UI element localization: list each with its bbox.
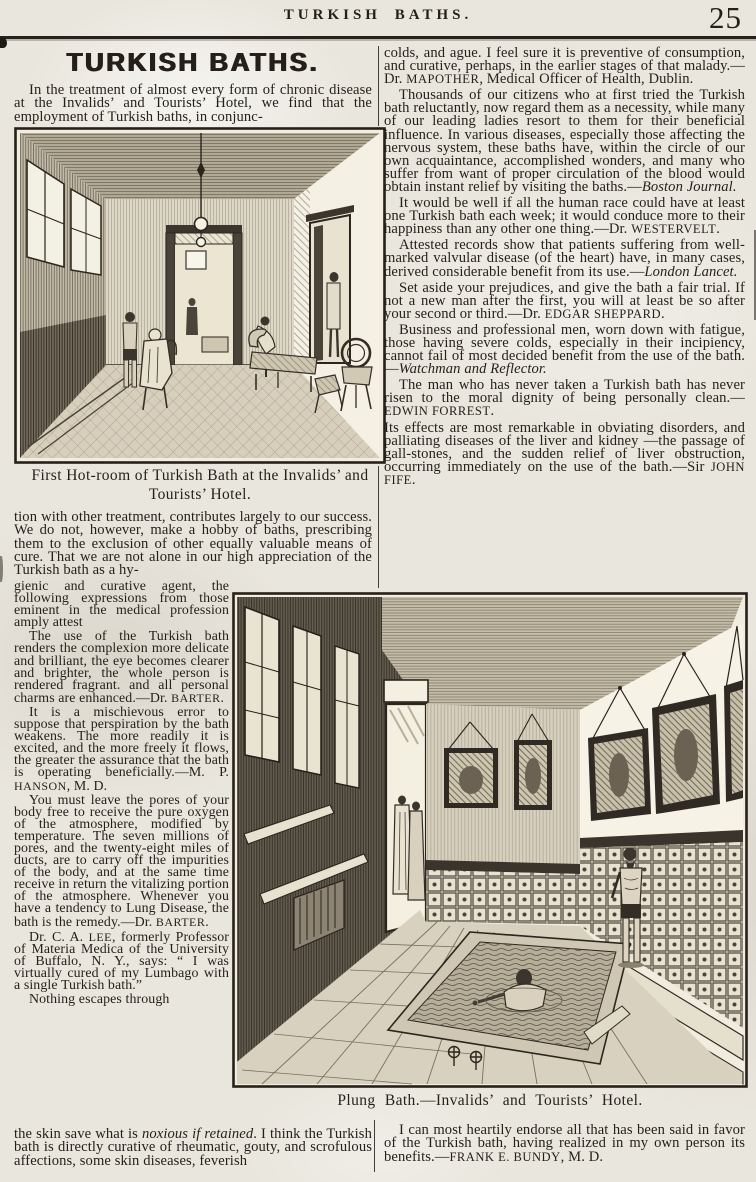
- paragraph-mapother-quote: colds, and ague. I feel sure it is preventive of consumption, and curative, perhaps, in the earlier stages of that malady.—Dr. MAPOTHER, Medical Officer of Health, Dublin.: [384, 45, 745, 88]
- paragraph-pores-quote: You must leave the pores of your body free to receive the pure oxygen of the atmosphere, modified by temperature. The seven millions of pores, and the twenty-eight miles of ducts, are to carry off the impurities of the body, and at the same time receive in return the vitalizing portion of the atmosphere. Whenever you have a tendency to Lung Disease, the bath is the remedy.—Dr. BARTER.: [14, 792, 229, 930]
- paragraph-barter-quote: The use of the Turkish bath renders the complexion more delicate and brilliant, the eye becomes clearer and brighter, the whole person is rendered fragrant. and all personal charms are enhanced.—Dr. BARTER.: [14, 629, 229, 706]
- paragraph-hanson-quote: It is a mischievous error to suppose that perspiration by the bath weakens. The more readily it is excited, and the more freely it flows, the greater the assurance that the bath is operating beneficially.—M. P. HANSON, M. D.: [14, 704, 229, 794]
- paragraph-sheppard-quote: Set aside your prejudices, and give the bath a fair trial. If not a new man after the first, you will at least be so after your second or third.—Dr. EDGAR SHEPPARD.: [384, 279, 745, 322]
- plunge-bath-engraving: [232, 592, 748, 1088]
- paragraph-bundy-quote: I can most heartily endorse all that has been said in favor of the Turkish bath, having realized in my own person its benefits.—FRANK E. BUNDY, M. D.: [384, 1122, 745, 1165]
- paragraph-boston-journal-quote: Thousands of our citizens who at first tried the Turkish bath reluctantly, now regard them as a necessity, while many of our leading ladies resort to them for their beneficial influence. In various diseases, especially those affecting the nervous system, these baths have, within the circle of our own acquaintance, accomplished wonders, and many who suffer from want of proper circulation of the blood would obtain instant relief by visiting the baths.—Boston Journal.: [384, 87, 745, 195]
- paragraph: In the treatment of almost every form of chronic disease at the Invalids’ and Tourists’ Hotel, we find that the employment of Turkish baths, in conjunc-: [14, 82, 372, 125]
- paragraph: gienic and curative agent, the following expressions from those eminent in the medical profession amply attest: [14, 579, 229, 631]
- scan-artifact: [0, 556, 3, 582]
- paragraph-nothing-escapes-start: Nothing escapes through: [29, 992, 170, 1008]
- paragraph-london-lancet-quote: Attested records show that patients suffering from well-marked valvular disease (of the heart) have, in many cases, derived considerable benefit from its use.—London Lancet.: [384, 237, 745, 280]
- paragraph-watchman-quote: Business and professional men, worn down with fatigue, those having severe colds, especially in their incipiency, cannot fail of most decided benefit from the use of the bath.—Watchman and Reflector.: [384, 321, 745, 378]
- running-head: TURKISH BATHS.: [283, 7, 473, 23]
- back-wall: [426, 704, 580, 924]
- distant-window: [186, 251, 206, 269]
- paragraph-lee-quote: Dr. C. A. LEE, formerly Professor of Materia Medica of the University of Buffalo, N. Y., says: “ I was virtually cured of my Lumbago with a single Turkish bath.”: [14, 929, 229, 993]
- left-narrow-column: [14, 581, 229, 1008]
- column-rule: [378, 46, 379, 126]
- robed-figure: [408, 811, 425, 900]
- seated-bather: [140, 339, 172, 390]
- article-headline: TURKISH BATHS.: [66, 47, 320, 77]
- standing-bather: [123, 323, 137, 351]
- doorway: [384, 680, 428, 932]
- hot-room-engraving: [14, 127, 386, 464]
- paragraph-john-fife-quote: Its effects are most remarkable in obviating disorders, and palliating diseases of the liver and kidney —the passage of gall-stones, and the sudden relief of liver obstruction, occurring immediately on the use of the bath.—Sir JOHN FIFE.: [384, 419, 745, 488]
- hot-room-caption: First Hot-room of Turkish Bath at the Invalids’ and Tourists’ Hotel.: [31, 467, 369, 503]
- plunge-bath-caption: Plung Bath.—Invalids’ and Tourists’ Hotel.: [337, 1092, 643, 1109]
- right-column: [384, 47, 745, 490]
- closing-paragraph: [384, 1124, 745, 1167]
- page-number: 25: [709, 0, 742, 35]
- header-rule: [0, 36, 756, 39]
- figure-in-doorway: [327, 283, 340, 329]
- bathing-trunks: [621, 904, 641, 918]
- left-bottom-wide: [14, 1128, 372, 1171]
- intro-paragraph: [14, 84, 372, 127]
- distant-couch: [202, 337, 228, 352]
- column-rule: [374, 1120, 375, 1172]
- paragraph: tion with other treatment, contributes largely to our success. We do not, however, make a hobby of baths, prescribing them to the exclusion of other equally valuable means of cure. That we are not alone in our high appreciation of the Turkish bath as a hy-: [14, 509, 372, 579]
- paragraph-nothing-escapes-cont: the skin save what is noxious if retained. I think the Turkish bath is directly curative of rheumatic, gouty, and scrofulous affections, some skin diseases, feverish: [14, 1126, 372, 1169]
- continuation-wide: [14, 511, 372, 580]
- scan-artifact: [0, 38, 7, 48]
- paragraph-forrest-quote: The man who has never taken a Turkish bath has never risen to the moral dignity of being personally clean.—EDWIN FORREST.: [384, 377, 745, 420]
- paragraph-westervelt-quote: It would be well if all the human race could have at least one Turkish bath each week; it would conduce more to their happiness than any other one thing.—Dr. WESTERVELT.: [384, 195, 745, 238]
- distant-figure: [186, 307, 198, 335]
